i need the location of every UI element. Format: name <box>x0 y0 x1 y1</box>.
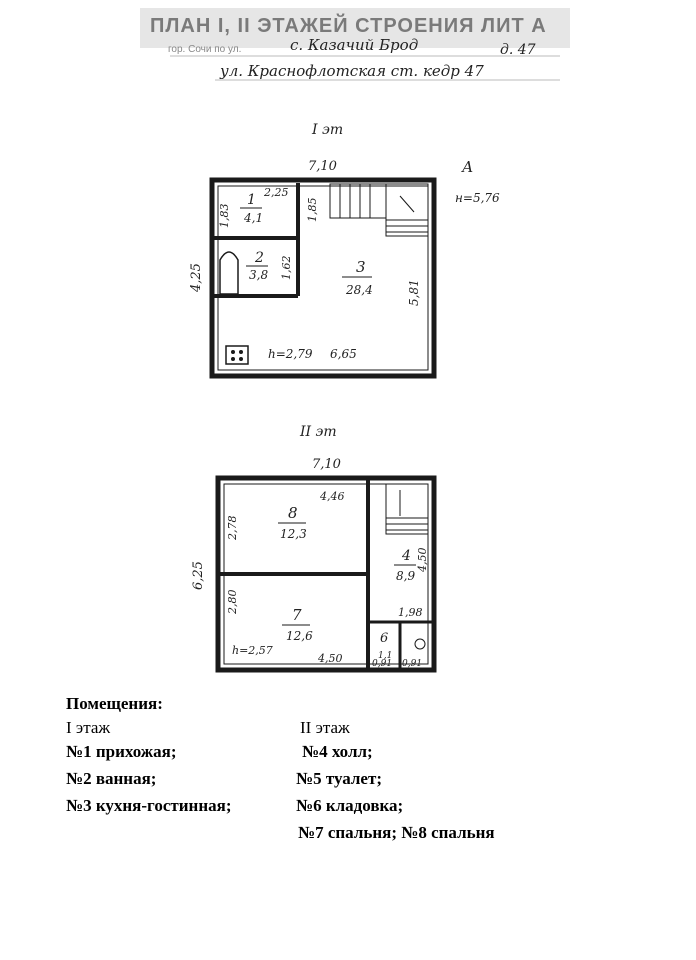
floor2-stairs <box>386 484 428 534</box>
room-7-dim-w: 4,50 <box>318 652 343 665</box>
room-7-area: 12,6 <box>286 629 313 643</box>
legend-col1-item: №2 ванная; <box>66 769 157 788</box>
header-line2-print: гор. Сочи по ул. <box>168 44 242 55</box>
header-line2-right: д. 47 <box>500 42 536 58</box>
floor2-label: II эт <box>300 424 337 440</box>
floor2-toilet-fixture <box>415 639 425 649</box>
room-1-dim-side: 1,85 <box>306 197 319 222</box>
legend-col1-item: №3 кухня-гостинная; <box>66 796 232 815</box>
floor1-overall-height: 4,25 <box>189 263 204 292</box>
legend-col2-item: №5 туалет; <box>296 769 382 788</box>
legend-title: Помещения: <box>66 694 163 713</box>
room-8-dim-w: 4,46 <box>320 490 345 503</box>
legend-col2-item: №7 спальня; №8 спальня <box>298 823 495 842</box>
room-4-number: 4 <box>402 548 411 564</box>
legend-col1-item: №1 прихожая; <box>66 742 177 761</box>
floor1-lit: А <box>462 158 474 176</box>
room-8-area: 12,3 <box>280 527 307 541</box>
room-4-area: 8,9 <box>396 569 416 583</box>
room-6-area: 1,1 <box>378 651 393 661</box>
room-1-dim-w: 2,25 <box>264 186 289 199</box>
floor1-elevation: н=5,76 <box>455 191 500 205</box>
floor1-label: I эт <box>312 122 344 138</box>
room-6-number: 6 <box>380 631 389 646</box>
floor1-ceiling-height: h=2,79 <box>268 347 313 361</box>
room-4-dim-w: 1,98 <box>398 606 423 619</box>
room-1-number: 1 <box>247 192 256 208</box>
room-8-dim-h: 2,78 <box>226 515 239 540</box>
floor2-overall-height: 6,25 <box>191 561 206 590</box>
room-8-number: 8 <box>288 504 298 522</box>
header-title: ПЛАН I, II ЭТАЖЕЙ СТРОЕНИЯ ЛИТ А <box>150 15 547 37</box>
header-line3-hand: ул. Краснофлотская ст. кедр 47 <box>220 62 484 80</box>
legend-col2-header: II этаж <box>300 718 350 737</box>
room-3-number: 3 <box>356 258 366 276</box>
room-4-dim-h: 4,50 <box>416 547 429 572</box>
room-2-dim-side: 1,62 <box>280 255 293 280</box>
floor1-overall-width: 7,10 <box>308 159 337 174</box>
room-2-number: 2 <box>255 250 264 266</box>
floor1-stairs <box>330 184 428 236</box>
floor1-stove <box>226 346 248 364</box>
room-1-area: 4,1 <box>244 211 264 225</box>
legend-col2-item: №4 холл; <box>302 742 373 761</box>
room-3-area: 28,4 <box>346 283 373 297</box>
room-6-dim: 0,91 <box>372 659 393 669</box>
room-5-area: 0,91 <box>402 659 423 669</box>
room-1-dim-h: 1,83 <box>218 203 231 228</box>
room-2-area: 3,8 <box>249 268 269 282</box>
room-7-dim-h: 2,80 <box>226 589 239 614</box>
floor1-inner-height: 5,81 <box>407 279 421 306</box>
floor2-overall-width: 7,10 <box>312 457 341 472</box>
room-7-number: 7 <box>292 606 302 624</box>
legend-col1-header: I этаж <box>66 718 111 737</box>
floor1-bathtub <box>220 252 238 294</box>
floor2-ceiling-height: h=2,57 <box>232 644 273 657</box>
header-line2-hand: с. Казачий Брод <box>290 36 419 54</box>
legend-col2-item: №6 кладовка; <box>296 796 404 815</box>
floor1-inner-width: 6,65 <box>330 347 357 361</box>
